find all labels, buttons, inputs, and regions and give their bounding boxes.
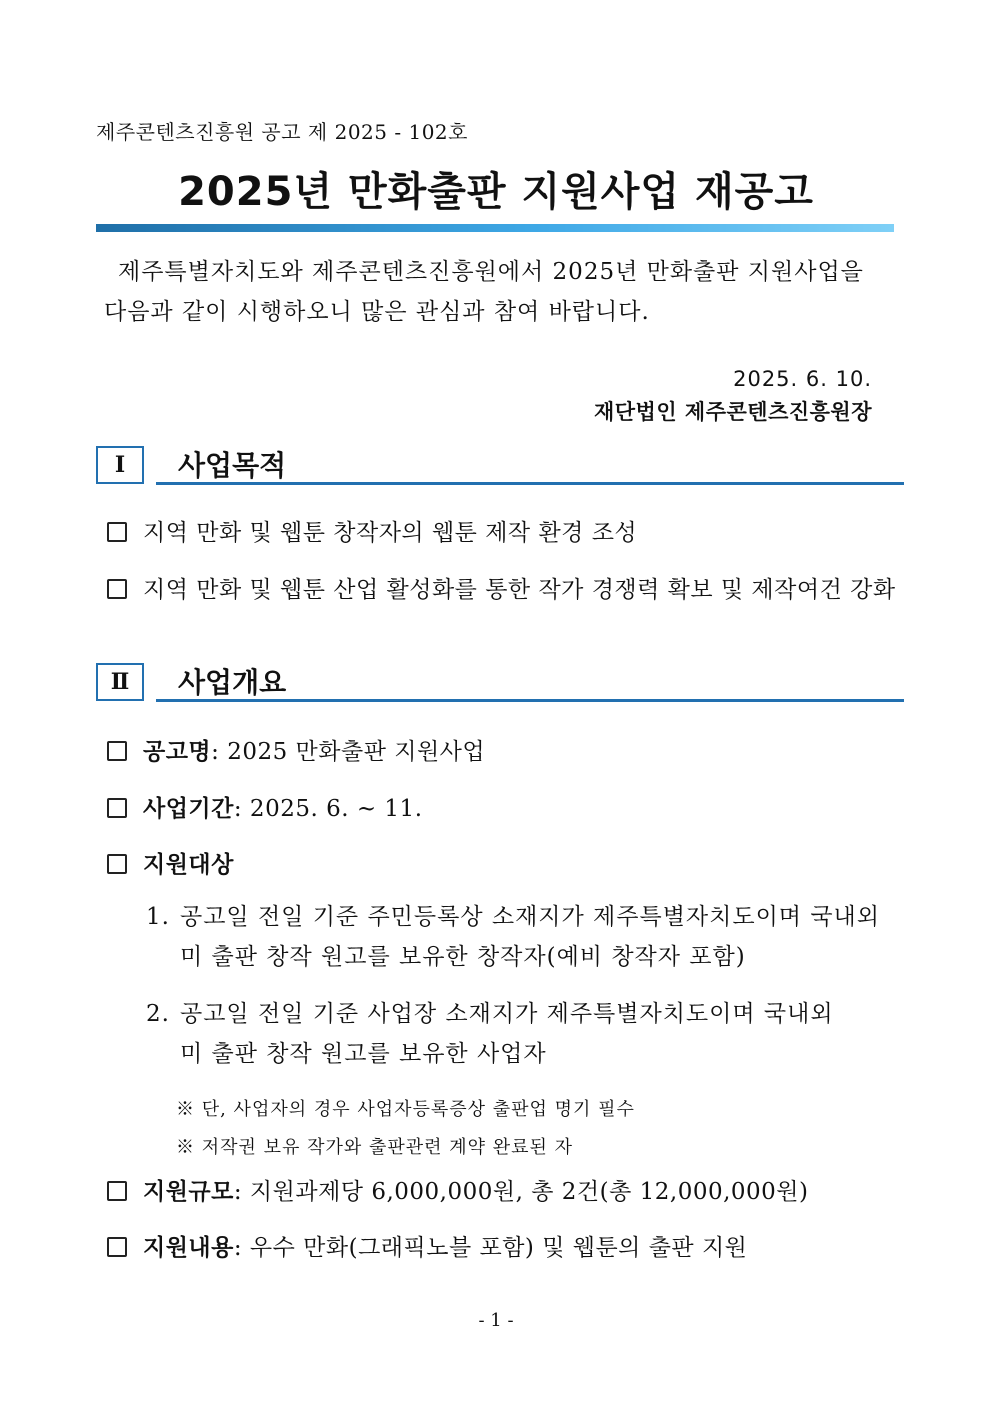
field-value: : 우수 만화(그래픽노블 포함) 및 웹툰의 출판 지원 <box>233 1235 748 1261</box>
purpose-item-2 <box>107 571 896 604</box>
section-1-rule <box>156 482 904 485</box>
item-line-2: 미 출판 창작 원고를 보유한 창작자(예비 창작자 포함) <box>180 944 746 970</box>
intro-paragraph <box>104 252 894 332</box>
page-number: - 1 - <box>478 1310 514 1331</box>
purpose-item-1 <box>107 514 637 547</box>
field-label: 공고명 <box>143 738 212 765</box>
section-1-title: 사업목적 <box>178 449 287 482</box>
field-value: : 2025 만화출판 지원사업 <box>211 739 486 765</box>
field-label: 사업기간 <box>143 795 234 822</box>
issuing-organization: 재단법인 제주콘텐츠진흥원장 <box>593 400 872 424</box>
overview-scale <box>107 1173 809 1206</box>
target-item-1 <box>146 897 896 977</box>
checkbox-icon <box>107 522 127 542</box>
section-2-numeral: Ⅱ <box>96 663 144 701</box>
overview-notice-name <box>107 733 485 766</box>
overview-period <box>107 790 423 823</box>
intro-line-2: 다음과 같이 시행하오니 많은 관심과 참여 바랍니다. <box>104 299 650 325</box>
field-label: 지원대상 <box>143 851 234 878</box>
field-value: : 2025. 6. ~ 11. <box>233 796 423 822</box>
item-line-1: 공고일 전일 기준 사업장 소재지가 제주특별자치도이며 국내외 <box>180 1001 834 1027</box>
title-underline-bar <box>96 224 894 232</box>
checkbox-icon <box>107 1181 127 1201</box>
purpose-item-text: 지역 만화 및 웹툰 창작자의 웹툰 제작 환경 조성 <box>143 520 638 546</box>
checkbox-icon <box>107 854 127 874</box>
overview-content <box>107 1229 747 1262</box>
item-number: 1. <box>146 904 170 930</box>
section-1-numeral: Ⅰ <box>96 446 144 484</box>
announcement-date: 2025. 6. 10. <box>733 367 872 391</box>
checkbox-icon <box>107 1237 127 1257</box>
section-2-title: 사업개요 <box>178 666 287 699</box>
section-2-rule <box>156 699 904 702</box>
notice-number: 제주콘텐츠진흥원 공고 제 2025 - 102호 <box>96 120 468 144</box>
purpose-item-text: 지역 만화 및 웹툰 산업 활성화를 통한 작가 경쟁력 확보 및 제작여건 강화 <box>143 577 896 603</box>
item-line-1: 공고일 전일 기준 주민등록상 소재지가 제주특별자치도이며 국내외 <box>180 904 880 930</box>
field-value: : 지원과제당 6,000,000원, 총 2건(총 12,000,000원) <box>233 1179 809 1205</box>
field-label: 지원내용 <box>143 1234 234 1261</box>
intro-line-1: 제주특별자치도와 제주콘텐츠진흥원에서 2025년 만화출판 지원사업을 <box>118 259 864 285</box>
target-item-2 <box>146 994 896 1074</box>
item-number: 2. <box>146 1001 170 1027</box>
checkbox-icon <box>107 579 127 599</box>
overview-target <box>107 846 234 879</box>
target-note-2: ※ 저작권 보유 작가와 출판관련 계약 완료된 자 <box>176 1137 574 1158</box>
page-title: 2025년 만화출판 지원사업 재공고 <box>178 169 814 215</box>
item-line-2: 미 출판 창작 원고를 보유한 사업자 <box>180 1041 547 1067</box>
field-label: 지원규모 <box>143 1178 234 1205</box>
checkbox-icon <box>107 741 127 761</box>
checkbox-icon <box>107 798 127 818</box>
target-note-1: ※ 단, 사업자의 경우 사업자등록증상 출판업 명기 필수 <box>176 1099 635 1120</box>
